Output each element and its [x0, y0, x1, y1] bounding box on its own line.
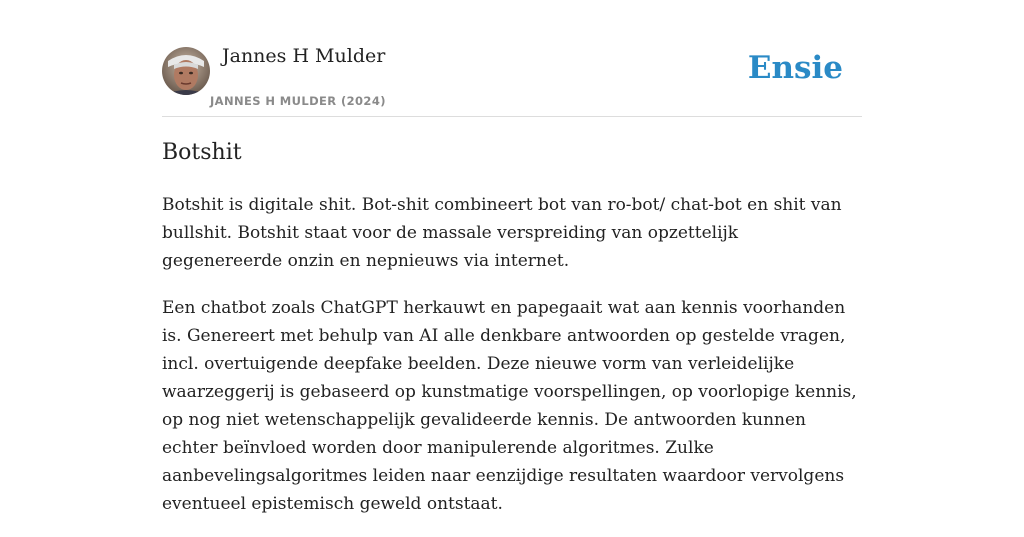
article-paragraph: Botshit is digitale shit. Bot-shit combineert bot van ro-bot/ chat-bot en shit van bullshit. Botshit staat voor de massale verspreiding van opzettelijk gegenereerde onzin en nepnieuws via internet.	[162, 195, 842, 271]
article-paragraph: Een chatbot zoals ChatGPT herkauwt en papegaait wat aan kennis voorhanden is. Genereert met behulp van AI alle denkbare antwoorden op gestelde vragen, incl. overtuigende deepfake beelden. Deze nieuwe vorm van verleidelijke waarzeggerij is gebaseerd op kunstmatige voorspellingen, op voorlopige kennis, op nog niet wetenschappelijk gevalideerde kennis. De antwoorden kunnen echter beïnvloed worden door manipulerende algoritmes. Zulke aanbevelingsalgoritmes leiden naar eenzijdige resultaten waardoor vervolgens eventueel epistemisch geweld ontstaat.	[162, 298, 857, 514]
brand-logo[interactable]: Ensie	[747, 50, 843, 86]
author-photo	[162, 47, 210, 95]
author-name[interactable]: Jannes H Mulder	[222, 45, 386, 67]
author-avatar[interactable]	[162, 47, 210, 95]
article-card	[162, 0, 862, 514]
article-header	[162, 0, 862, 117]
author-byline: JANNES H MULDER (2024)	[210, 94, 386, 108]
article-body	[162, 191, 862, 537]
article-title: Botshit	[162, 140, 242, 165]
